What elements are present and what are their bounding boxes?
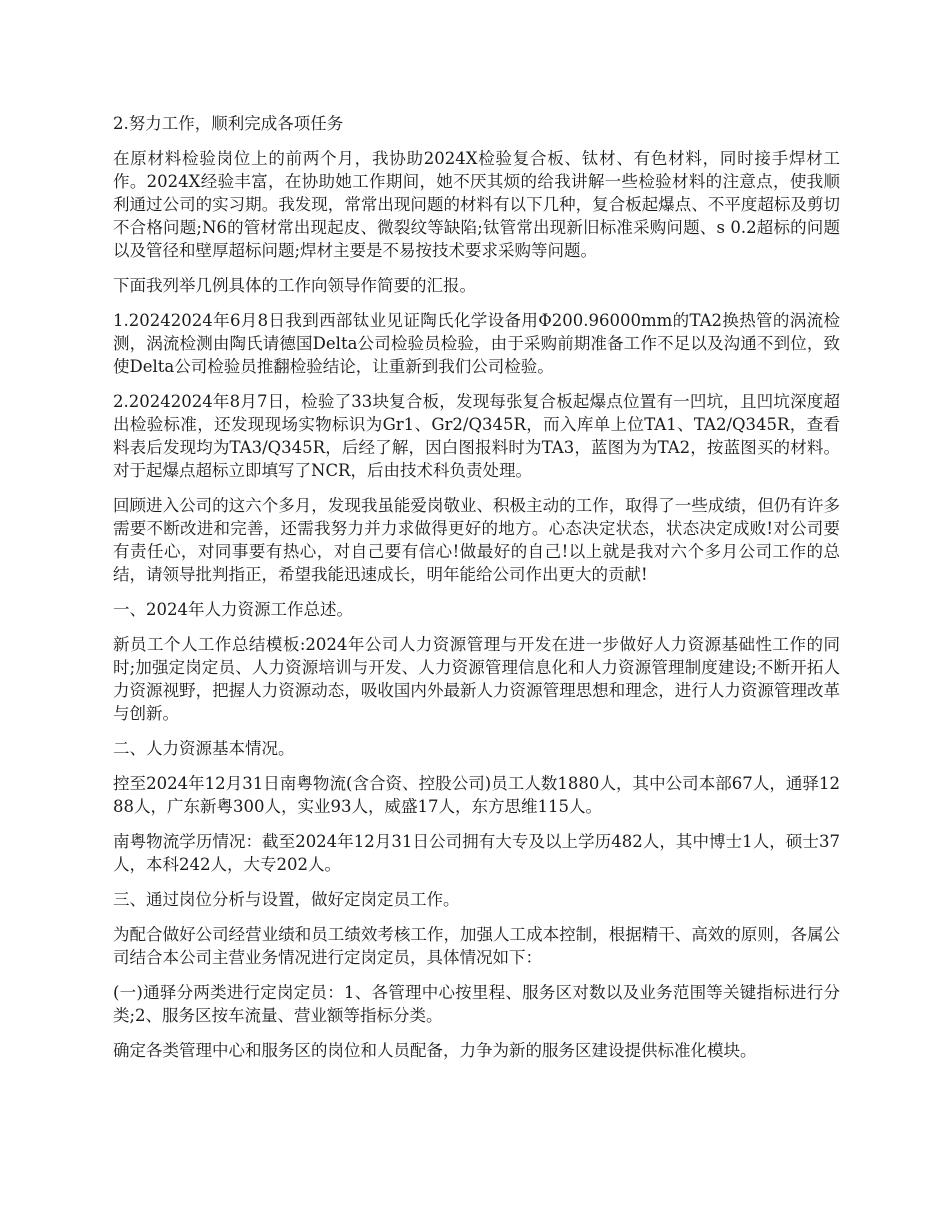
paragraph-staffing-categories: (一)通驿分两类进行定岗定员：1、各管理中心按里程、服务区对数以及业务范围等关键指标进行分类;2、服务区按车流量、营业额等指标分类。 <box>113 983 840 1025</box>
paragraph-headcount: 控至2024年12月31日南粤物流(含合资、控股公司)员工人数1880人，其中公司本部67人，通驿1288人，广东新粤300人，实业93人，威盛17人，东方思维115人。 <box>113 774 840 816</box>
section-heading-work-tasks: 2.努力工作，顺利完成各项任务 <box>113 114 344 133</box>
section-heading-staffing: 三、通过岗位分析与设置，做好定岗定员工作。 <box>113 890 460 909</box>
paragraph-material-inspection: 在原材料检验岗位上的前两个月，我协助2024X检验复合板、钛材、有色材料，同时接手焊材工作。2024X经验丰富，在协助她工作期间，她不厌其烦的给我讲解一些检验材料的注意点，使我顺利通过公司的实习期。我发现，常常出现问题的材料有以下几种，复合板起爆点、不平度超标及剪切不合格问题;N6的管材常出现起皮、微裂纹等缺陷;钛管常出现新旧标准采购问题、s 0.2超标的问题以及管径和壁厚超标问题;焊材主要是不易按技术要求采购等问题。 <box>113 149 840 260</box>
paragraph-case-1: 1.20242024年6月8日我到西部钛业见证陶氏化学设备用Φ200.96000mm的TA2换热管的涡流检测，涡流检测由陶氏请德国Delta公司检验员检验，由于采购前期准备工作不足以及沟通不到位，致使Delta公司检验员推翻检验结论，让重新到我们公司检验。 <box>113 311 840 376</box>
paragraph-hr-overview: 新员工个人工作总结模板:2024年公司人力资源管理与开发在进一步做好人力资源基础性工作的同时;加强定岗定员、人力资源培训与开发、人力资源管理信息化和人力资源管理制度建设;不断开拓人力资源视野，把握人力资源动态，吸收国内外最新人力资源管理思想和理念，进行人力资源管理改革与创新。 <box>113 635 840 723</box>
paragraph-report-intro: 下面我列举几例具体的工作向领导作简要的汇报。 <box>113 276 476 295</box>
paragraph-staffing-intro: 为配合做好公司经营业绩和员工绩效考核工作，加强人工成本控制，根据精干、高效的原则，各属公司结合本公司主营业务情况进行定岗定员，具体情况如下： <box>113 925 840 967</box>
paragraph-education: 南粤物流学历情况：截至2024年12月31日公司拥有大专及以上学历482人，其中博士1人，硕士37人，本科242人，大专202人。 <box>113 832 840 874</box>
paragraph-staffing-standard: 确定各类管理中心和服务区的岗位和人员配备，力争为新的服务区建设提供标准化模块。 <box>113 1041 757 1060</box>
document-page <box>113 112 840 1074</box>
paragraph-case-2: 2.20242024年8月7日，检验了33块复合板，发现每张复合板起爆点位置有一凹坑，且凹坑深度超出检验标准，还发现现场实物标识为Gr1、Gr2/Q345R，而入库单上位TA1、TA2/Q345R，查看料表后发现均为TA3/Q345R，后经了解，因白图报料时为TA3，蓝图为为TA2，按蓝图买的材料。对于起爆点超标立即填写了NCR，后由技术科负责处理。 <box>113 392 840 480</box>
section-heading-hr-basics: 二、人力资源基本情况。 <box>113 739 295 758</box>
paragraph-review: 回顾进入公司的这六个多月，发现我虽能爱岗敬业、积极主动的工作，取得了一些成绩，但仍有许多需要不断改进和完善，还需我努力并力求做得更好的地方。心态决定状态，状态决定成败!对公司要有责任心，对同事要有热心，对自己要有信心!做最好的自己!以上就是我对六个多月公司工作的总结，请领导批判指正，希望我能迅速成长，明年能给公司作出更大的贡献! <box>113 496 840 584</box>
section-heading-hr-overview: 一、2024年人力资源工作总述。 <box>113 600 353 619</box>
